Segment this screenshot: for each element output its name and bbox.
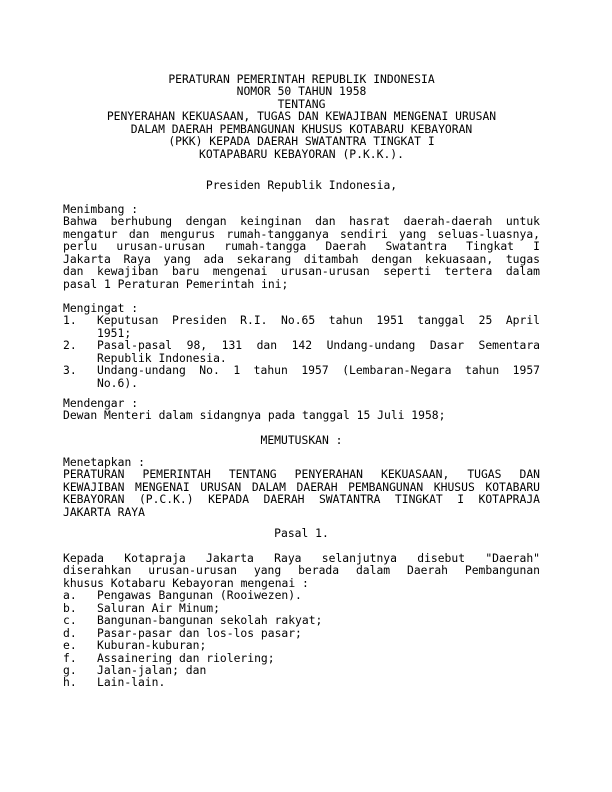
- list-item-text: Kuburan-kuburan;: [97, 638, 207, 653]
- list-item-label: g.: [63, 662, 77, 677]
- menetapkan-block: [63, 456, 540, 518]
- list-item-label: 1.: [63, 313, 77, 328]
- doc-line: TENTANG: [277, 96, 326, 111]
- doc-line: perlu urusan-urusan rumah-tangga Daerah Swatantra Tingkat I: [63, 239, 540, 254]
- list-item-text: Pasal-pasal 98, 131 dan 142 Undang-undang Dasar Sementara: [97, 338, 540, 353]
- list-item-line: [63, 676, 540, 688]
- list-item-label: h.: [63, 675, 77, 690]
- doc-line: Presiden Republik Indonesia,: [205, 178, 398, 192]
- doc-line: Kepada Kotapraja Jakarta Raya selanjutnya disebut "Daerah": [63, 551, 540, 565]
- list-item-line: [63, 614, 540, 626]
- doc-line: mengatur dan mengurus rumah-tangganya sendiri yang seluas-luasnya,: [63, 226, 540, 241]
- list-item-label: 2.: [63, 338, 77, 353]
- list-item-line: [63, 339, 540, 351]
- doc-line: Menimbang :: [63, 202, 139, 216]
- doc-line: KEBAYORAN (P.C.K.) KEPADA DAERAH SWATANTRA TINGKAT I KOTAPRAJA: [63, 492, 540, 507]
- doc-line: PENYERAHAN KEKUASAAN, TUGAS DAN KEWAJIBAN MENGENAI URUSAN: [106, 109, 497, 124]
- doc-line: pasal 1 Peraturan Pemerintah ini;: [63, 276, 289, 291]
- list-item-label: e.: [63, 638, 77, 653]
- list-item-text: Keputusan Presiden R.I. No.65 tahun 1951 tanggal 25 April: [97, 313, 540, 328]
- list-item-text: Pasar-pasar dan los-los pasar;: [97, 625, 302, 640]
- list-item-label: c.: [63, 613, 77, 628]
- list-item-line: [63, 639, 540, 651]
- list-item-label: d.: [63, 625, 77, 640]
- list-item-line: [63, 314, 540, 326]
- memutuskan-block: [63, 434, 540, 446]
- doc-line: Dewan Menteri dalam sidangnya pada tanggal 15 Juli 1958;: [63, 408, 446, 423]
- mendengar-block: [63, 397, 540, 422]
- list-item-label: f.: [63, 650, 77, 665]
- doc-line: diserahkan urusan-urusan yang berada dalam Daerah Pembangunan: [63, 563, 540, 578]
- doc-line: (PKK) KEPADA DAERAH SWATANTRA TINGKAT I: [168, 134, 435, 149]
- list-item-label: 3.: [63, 363, 77, 378]
- doc-line: DALAM DAERAH PEMBANGUNAN KHUSUS KOTABARU KEBAYORAN: [130, 121, 473, 136]
- salutation-block: [63, 179, 540, 191]
- pasal1-heading-block: [63, 527, 540, 539]
- doc-line: JAKARTA RAYA: [63, 504, 145, 519]
- list-item-text: Saluran Air Minum;: [97, 600, 220, 615]
- list-item-text: Jalan-jalan; dan: [97, 662, 207, 677]
- doc-line: NOMOR 50 TAHUN 1958: [236, 84, 367, 99]
- doc-line: Mendengar :: [63, 396, 139, 410]
- list-item-text: Undang-undang No. 1 tahun 1957 (Lembaran-Negara tahun 1957: [97, 363, 540, 378]
- list-item-text: 1951;: [97, 325, 132, 340]
- doc-line: Pasal 1.: [274, 526, 329, 540]
- list-item-line: [63, 364, 540, 376]
- list-item-text: No.6).: [97, 375, 138, 390]
- pasal1-body-block: [63, 552, 540, 689]
- list-item-text: Pengawas Bangunan (Rooiwezen).: [97, 588, 302, 603]
- list-item-line: [63, 589, 540, 601]
- doc-line: KEWAJIBAN MENGENAI URUSAN DALAM DAERAH PEMBANGUNAN KHUSUS KOTABARU: [63, 479, 540, 494]
- doc-line: Mengingat :: [63, 301, 139, 315]
- doc-line: Menetapkan :: [63, 455, 145, 469]
- doc-line: khusus Kotabaru Kebayoran mengenai :: [63, 575, 309, 590]
- doc-line: Bahwa berhubung dengan keinginan dan hasrat daerah-daerah untuk: [63, 214, 540, 229]
- list-item-label: a.: [63, 588, 77, 603]
- doc-line: MEMUTUSKAN :: [260, 433, 343, 447]
- list-item-label: [63, 377, 97, 389]
- list-item-text: Republik Indonesia.: [97, 350, 227, 365]
- doc-line: KOTAPABARU KEBAYORAN (P.K.K.).: [199, 146, 404, 161]
- doc-line: dan kewajiban baru mengenai urusan-urusan seperti tertera dalam: [63, 264, 540, 279]
- doc-line: Jakarta Raya yang ada sekarang ditambah dengan kekuasaan, tugas: [63, 251, 540, 266]
- mengingat-block: [63, 302, 540, 389]
- list-item-label: b.: [63, 600, 77, 615]
- list-item-text: Lain-lain.: [97, 675, 166, 690]
- list-item-line: [63, 377, 540, 389]
- list-item-text: Bangunan-bangunan sekolah rakyat;: [97, 613, 323, 628]
- menimbang-block: [63, 203, 540, 290]
- doc-line: PERATURAN PEMERINTAH REPUBLIK INDONESIA: [168, 72, 435, 86]
- title-block: [63, 73, 540, 160]
- list-item-text: Assainering dan riolering;: [97, 650, 275, 665]
- doc-line: PERATURAN PEMERINTAH TENTANG PENYERAHAN KEKUASAAN, TUGAS DAN: [63, 467, 540, 482]
